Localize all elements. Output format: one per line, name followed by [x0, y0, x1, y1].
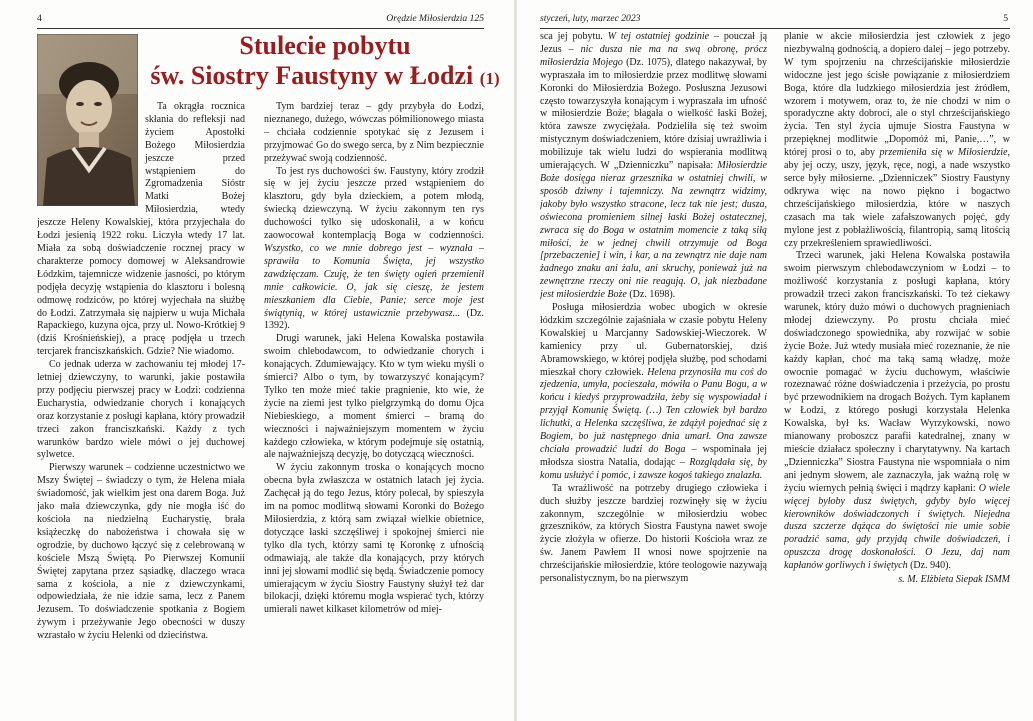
- paragraph-6: Drugi warunek, jaki Helena Kowalska postawiła swoim chlebodawcom, to odwiedzanie chorych i konających. Zdumiewający. Kto w tym wieku myśli o śmierci? Albo o tym, by towarzyszyć konającym? Tylko ten może mieć takie pragnienie, kto wie, że życie na ziemi jest tylko pielgrzymką do domu Ojca Niebieskiego, a moment śmierci – bramą do wieczności i najważniejszym momentem w życiu każdego człowieka, w którym podejmuje się ostatnią, ale najważniejszą decyzję, bo dotyczącą wieczności.: [264, 333, 484, 461]
- paragraph-8-lead: sca jej pobytu.: [540, 31, 603, 42]
- paragraph-11: [784, 31, 1010, 250]
- paragraph-9: [540, 302, 767, 483]
- paragraph-3: Pierwszy warunek – codzienne uczestnictwo we Mszy Świętej – świadczy o tym, że Helena miała świadomość, jak wielkim jest ona darem Boga. Już jako mała dziewczynka, gdy nie mogła iść do kościoła na niedzielną Eucharystię, brała książeczkę do nabożeństwa i chowała się w ogrodzie, by duchowo łączyć się z celebrowaną w kościele Mszą Świętą. Po Pierwszej Komunii Świętej zapytana przez sąsiadkę, dlaczego wraca sama z kościoła, a nie z dziewczynkami, odpowiedziała, że nie idzie sama, lecz z Panem Jezusem. To doświadczenie spotkania z Bogiem żywym i przeżywanie Jego obecności w duszy wzrastało w życiu Helenki od dzieciństwa.: [37, 462, 245, 642]
- paragraph-5: [264, 166, 484, 334]
- header-rule-right: [540, 28, 1010, 29]
- column-3: [540, 31, 767, 721]
- paragraph-2: Co jednak uderza w zachowaniu tej młodej 17-letniej dziewczyny, to warunki, jakie postawiła przy podjęciu pierwszej pracy w Łodzi: codzienna Eucharystia, odwiedzanie chorych i konających oraz korzystanie z posługi kapłana, który prowadził trzeci zakon franciszkański. Każdy z tych warunków bardzo wiele mówi o jej duchowej sylwetce.: [37, 359, 245, 461]
- column-4: [784, 31, 1010, 721]
- paragraph-5-text: To jest rys duchowości św. Faustyny, który zrodził się w jej życiu jeszcze przed wstąpieniem do klasztoru, gdy była dzieckiem, a potem młodą, świecką dziewczyną. W życiu zakonnym ten rys duchowości tylko się udoskonalił, a w końcu zaowocował kontemplacją Boga w codzienności.: [264, 165, 484, 242]
- title-line-2: [150, 61, 500, 94]
- paragraph-8: [540, 31, 767, 302]
- paragraph-7: W życiu zakonnym troska o konających mocno obecna była zwłaszcza w ostatnich latach jej życia. Zachęcał ją do tego Jezus, który polecał, by spieszyła im na pomoc modlitwą słowami Koronki do Bożego Miłosierdzia, z którą sam związał wielkie obietnice, dotyczące łaski szczęśliwej i spokojnej śmierci nie tylko dla tych, którzy sami tę Koronkę z ufnością odmawiają, ale także dla konających, przy których inni jej słowami modlić się będą. Świadczenie pomocy umierającym w życiu Siostry Faustyny służył też dar bilokacji, dzięki któremu mogła wspierać tych, którzy umierali nawet kilkaset kilometrów od miej-: [264, 462, 484, 616]
- prayer-quote: przemieniła się w Miłosierdzie: [879, 147, 1008, 159]
- diary-ref-3: (Dz. 940).: [910, 560, 951, 572]
- diary-ref-2: (Dz. 1698).: [629, 289, 676, 301]
- paragraph-11-text: planie w akcie miłosierdzia jest człowiek z jego niezbywalną godnością, a dopiero dalej – jego potrzeby. W tym spojrzeniu na chrześcijańskie miłosierdzie widoczne jest jego ścisłe powiązanie z miłosierdziem Boga, które dla ludzkiego miłosierdzia jest źródłem, wzorem i motywem, oraz to, że nie chodzi w nim o sporadyczne akty dobroci, ale o styl chrześcijańskiego życia. Ten styl życia ujmuje Siostra Faustyna w przepięknej modlitwie „Dopomóż mi, Panie,…”, w której prosi o to, aby: [784, 31, 1010, 159]
- diary-quote-1: Wszystko, co we mnie dobrego jest – wyznała – sprawiła to Komunia Święta, jej wszystko zawdzięczam. Czuję, że ten święty ogień przemienił mnie całkowicie. O, jak się cieszę, że jestem mieszkaniem dla Ciebie, Panie; serce moje jest świątynią, w której ustawicznie przebywasz...: [264, 242, 484, 319]
- column-2: [264, 101, 484, 721]
- natalia-quote-b: Rozglądała się, by komu usłużyć i pomóc, i zawsze kogoś takiego znalazła.: [540, 456, 767, 481]
- right-page: [517, 0, 1033, 721]
- paragraph-12: [784, 250, 1010, 573]
- header-rule-left: [37, 28, 484, 29]
- article-title: [150, 31, 500, 94]
- paragraph-8-text: (Dz. 1075), dlatego nakazywał, by wypraszała im to miłosierdzie przez modlitwę słowami Koronki do Miłosierdzia Bożego. Posłuszna Jezusowi często towarzyszyła konającym i wypraszała im ufność w miłosierdzie Boże; błagała o wielkość łaski Bożej, która zawsze zwyciężała. Podzieliła się też swoim mistycznym doświadczeniem, które dzisiaj uwrażliwia i mobilizuje tak wielu ludzi do wspierania modlitwą umierających. W „Dzienniczku” napisała:: [540, 56, 767, 172]
- diary-quote-2: Miłosierdzie Boże dosięga nieraz grzesznika w ostatniej chwili, w sposób dziwny i tajemniczy. Na zewnątrz widzimy, jakoby było wszystko stracone, lecz tak nie jest; dusza, oświecona promieniem silnej łaski Bożej ostatecznej, zwraca się do Boga w ostatnim momencie z taką siłą miłości, że w jednej chwili otrzymuje od Boga [przebaczenie] i win, i kar, a na zewnątrz nie daje nam żadnego znaku ani żalu, ani skruchy, ponieważ już na zewnętrzne rzeczy oni nie reagują. O, jak niezbadane jest miłosierdzie Boże: [540, 160, 767, 301]
- page-number-right: 5: [1003, 13, 1008, 24]
- paragraph-4: Tym bardziej teraz – gdy przybyła do Łodzi, nieznanego, dużego, wówczas półmilionowego miasta – chciała codziennie spotykać się z Jezusem i przyjmować Go do swego serca, by z Nim bezpiecznie przeżywać swoją codzienność.: [264, 101, 484, 164]
- paragraph-10: Ta wrażliwość na potrzeby drugiego człowieka i duch służby jeszcze bardziej rozwinęły się w życiu zakonnym, szczególnie w miłosierdziu wobec grzeszników, za których Siostra Faustyna nawet swoje życie złożyła w ofierze. Do historii Kościoła wraz ze św. Janem Pawłem II wnosi nowe spojrzenie na chrześcijańskie miłosierdzie, które teologowie nazywają personalistycznym, bo na pierwszym: [540, 482, 767, 585]
- paragraph-1-text: Ta okrągła rocznica skłania do refleksji nad życiem Apostołki Bożego Miłosierdzia jeszcze przed wstąpieniem do Zgromadzenia Sióstr Matki Bożej Miłosierdzia, wtedy jeszcze Heleny Kowalskiej, która przyjechała do Łodzi jesienią 1922 roku. Liczyła wtedy 17 lat. Miała za sobą doświadczenie rocznej pracy w charakterze pomocy domowej w Aleksandrowie Łódzkim, tajemnicze widzenie jasności, po którym podjęła decyzję wstąpienia do klasztoru i bolesną odmowę rodziców, po której wyjechała na służbę do Łodzi. Zatrzymała się najpierw u wuja Michała Rapackiego, kuzyna ojca, przy ul. Nowo-Krótkiej 9 (dziś Krośnieńskiej), a pracę podjęła u trzech tercjarek franciszkańskich. Gdzie? Nie wiadomo.: [37, 101, 245, 358]
- title-line-1: Stulecie pobytu: [239, 31, 411, 60]
- running-head-right: styczeń, luty, marzec 2023: [540, 13, 641, 24]
- paragraph-9-text: Posługa miłosierdzia wobec ubogich w okresie łódzkim szczególnie zajaśniała w czasie pobytu Heleny Kowalskiej u Marcjanny Sadowskiej-Wieczorek. W kamienicy przy ul. Gubernatorskiej, dziś Abramowskiego, w której podjęła służbę, pod schodami mieszkał chory człowiek.: [540, 302, 767, 378]
- jesus-quote-b: nic dusza nie ma na swą obronę, prócz miłosierdzia Mojego: [540, 43, 767, 68]
- photo-wrap-spacer: [37, 101, 145, 207]
- natalia-quote-a: Helena przynosiła mu coś do zjedzenia, umyła, pocieszała, mówiła o Panu Bogu, a w końcu i kiedyś przyprowadziła, żeby się wyspowiadał i przyjął Komunię Świętą. (…) Ten człowiek był bardzo lichutki, a Helenka szczęśliwa, że zdążył pojednać się z Bogiem, bo już następnego dnia umarł. Ona zawsze chciała prowadzić ludzi do Boga: [540, 366, 767, 455]
- column-1: [37, 101, 245, 721]
- jesus-quote-a: W tej ostatniej godzinie: [607, 31, 710, 42]
- running-head-left: Orędzie Miłosierdzia 125: [386, 13, 484, 24]
- author-signature: s. M. Elżbieta Siepak ISMM: [898, 574, 1010, 586]
- page-number-left: 4: [37, 13, 42, 24]
- paragraph-9-attrib: – wspominała jej młodsza siostra Natalia, dodając –: [540, 444, 767, 468]
- paragraph-12-text: Trzeci warunek, jaki Helena Kowalska postawiła swoim pierwszym chlebodawczyniom w Łodzi – to możliwość korzystania z posługi kapłana, który prowadził trzeci zakon franciszkański. To też ciekawy warunek, który dużo mówi o duchowych pragnieniach młodej dziewczyny. Po prostu chciała mieć doświadczonego spowiednika, aby rozwijać w sobie życie Boże. Już wtedy musiała mieć rozeznanie, że nie każdy kapłan, choć ma taką samą władzę, może owocnie pomagać w życiu duchowym, właściwie rozeznawać różne doświadczenia i przeżycia, po prostu być przewodnikiem na drogach Bożych. Tym kapłanem w Łodzi, z którego posługi korzystała Helenka Kowalska, był ks. Wacław Wyrzykowski, nowo mianowany proboszcz parafii katedralnej, znany w mieście działacz społeczny i charytatywny. Na kartach „Dzienniczka” Siostra Faustyna nie wspomniała o nim ani jednym słowem, ale zaznaczyła, jak ważną rolę w życiu wiernych pełnią święci i mądrzy kapłani:: [784, 250, 1010, 494]
- paragraph-1: [37, 101, 245, 359]
- paragraph-11-cont: , aby jej oczy, uszy, język, ręce, nogi, a nade wszystko serce były miłosierne. „Dzienniczek” Siostry Faustyny odkrywa więc na nowo piękno i bogactwo chrześcijańskiego miłosierdzia, które w naszych czasach ma tak wiele zafałszowanych pojęć, gdy mylone jest z pobłażliwością, filantropią, samą litością czy przekreśleniem sprawiedliwości.: [784, 147, 1010, 249]
- title-part-number: (1): [479, 69, 500, 88]
- left-page: [0, 0, 514, 721]
- title-line-2-text: św. Siostry Faustyny w Łodzi: [150, 61, 474, 90]
- diary-ref-1: (Dz. 1392).: [264, 307, 484, 332]
- diary-quote-3: O wiele więcej byłoby dusz świętych, gdyby było więcej kierowników doświadczonych i świętych. Niejedna dusza szczerze dążąca do świętości nie umie sobie poradzić sama, gdy przyjdą chwile doświadczeń, i opuszcza drogę doskonałości. O Jezu, daj nam kapłanów gorliwych i świętych: [784, 482, 1010, 572]
- paragraph-8-attrib: – pouczał ją Jezus –: [540, 31, 767, 55]
